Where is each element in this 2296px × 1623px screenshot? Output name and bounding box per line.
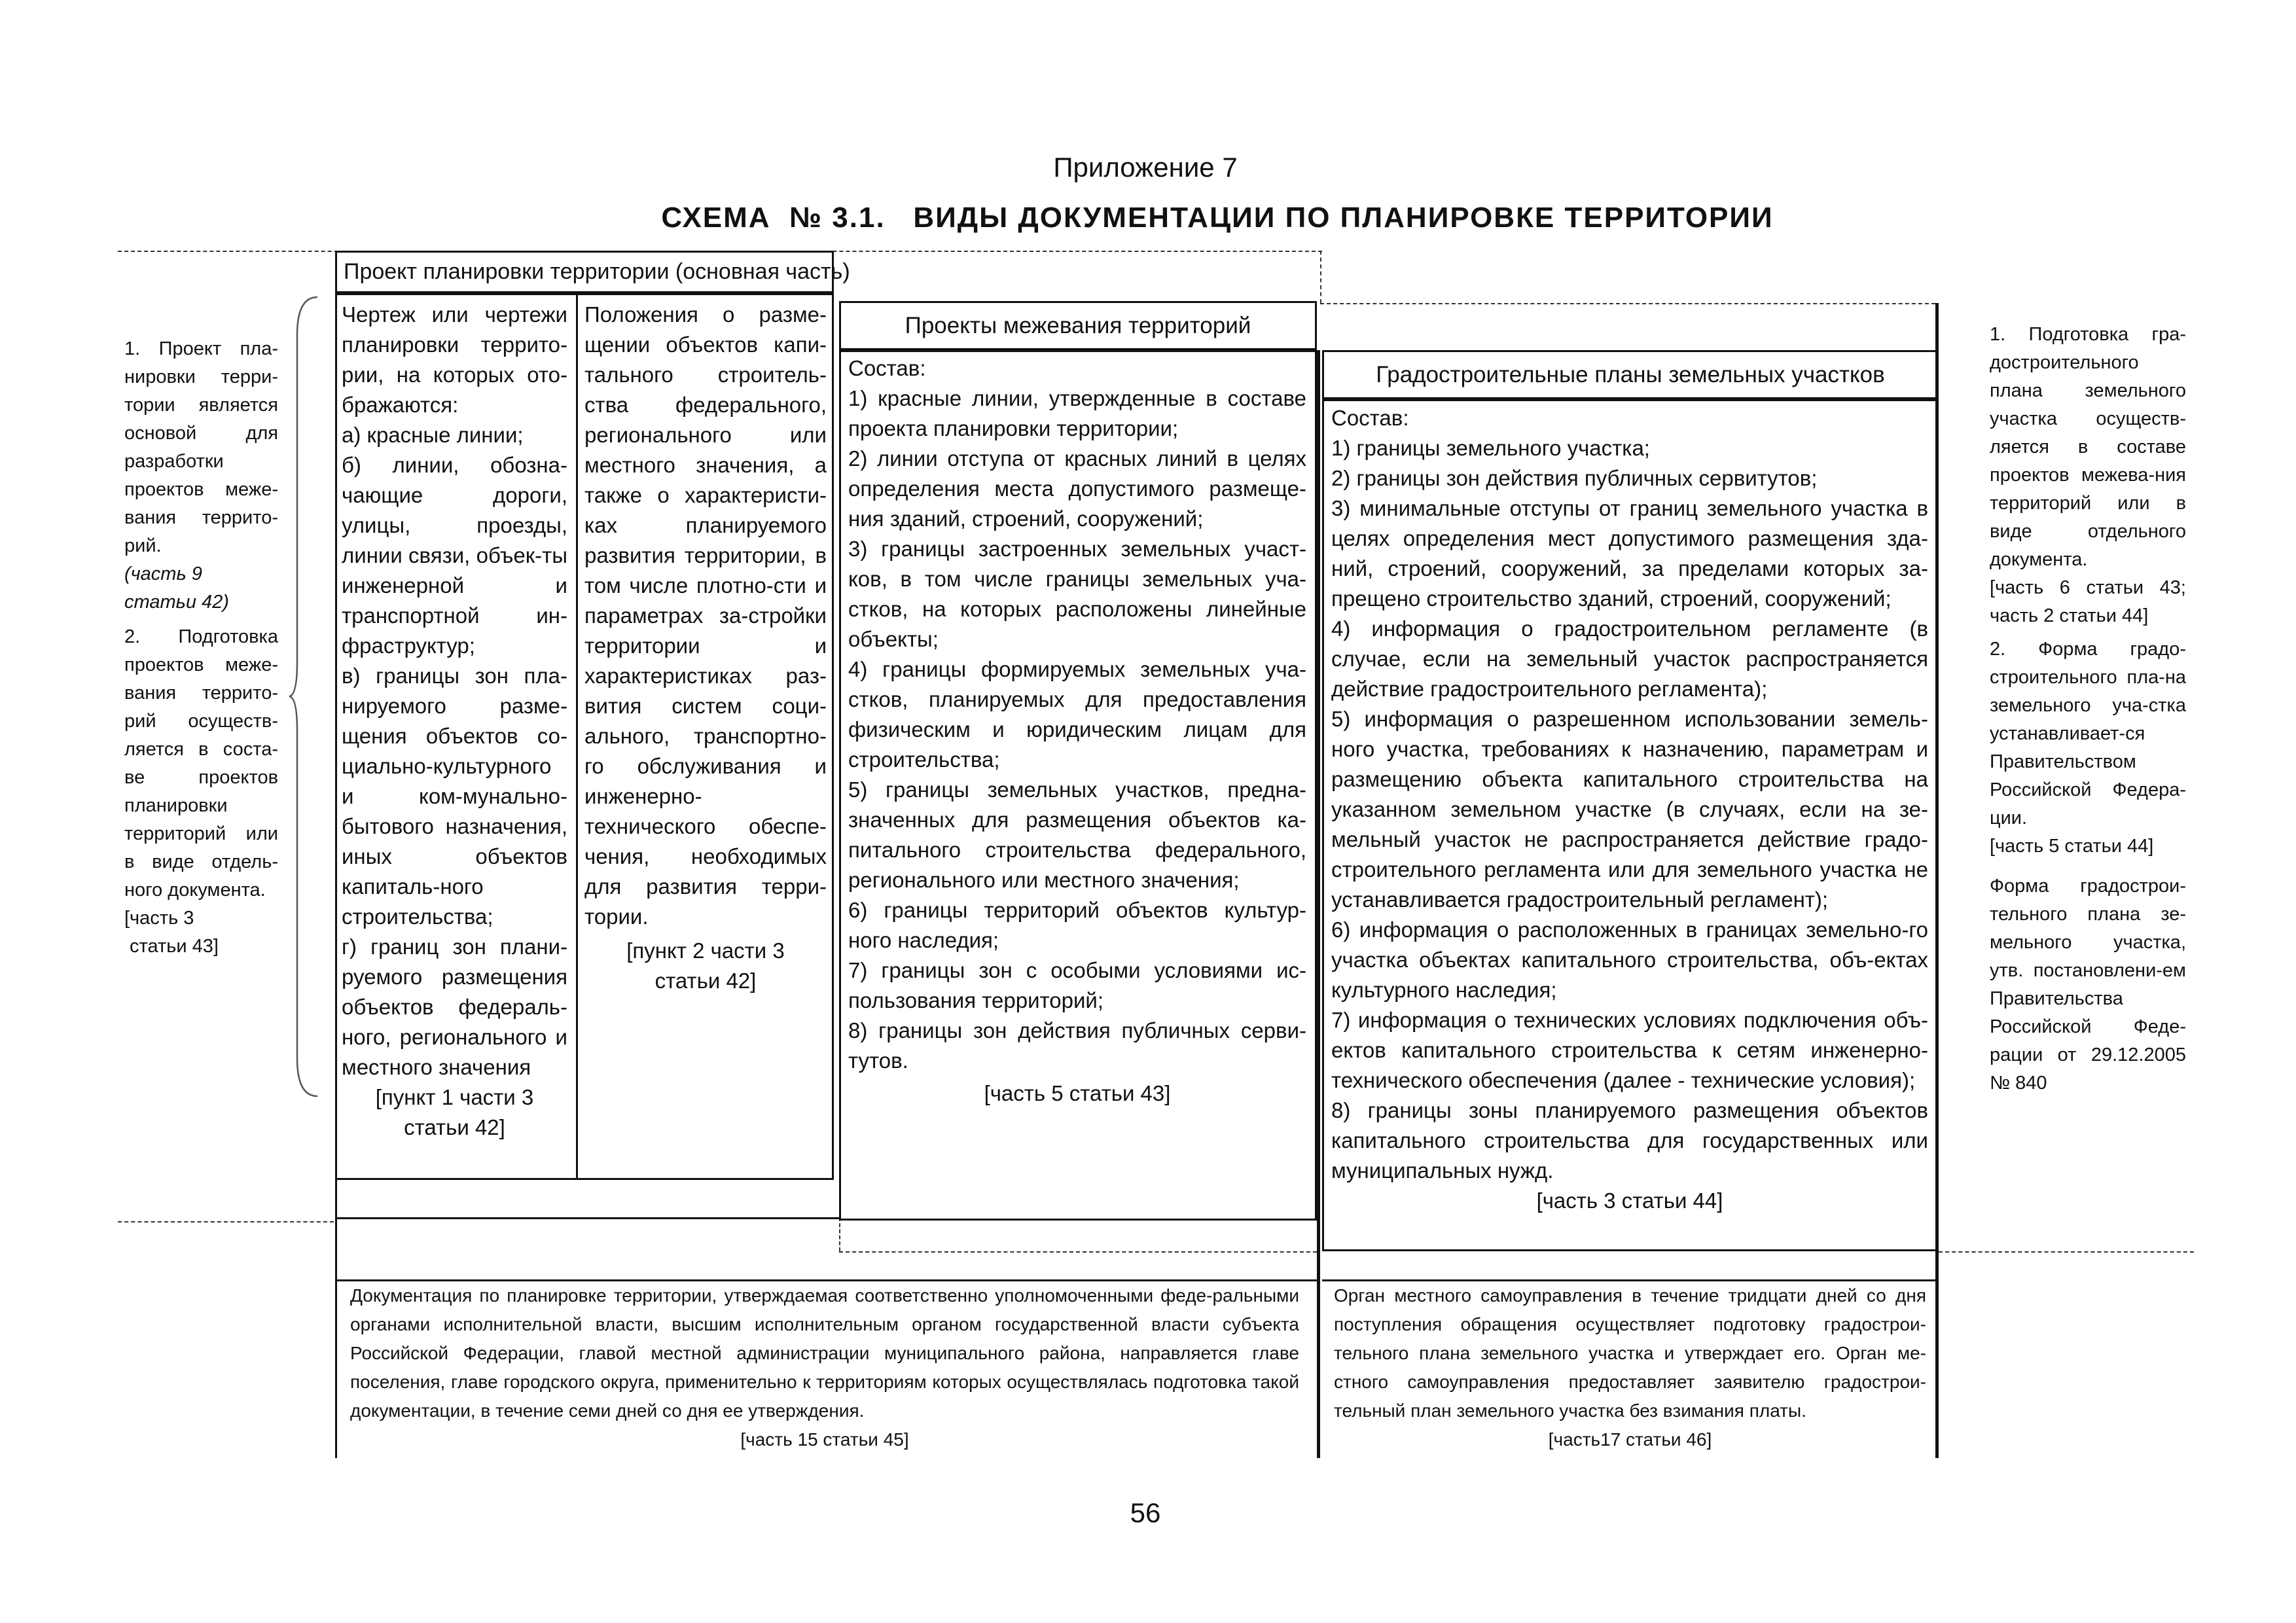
- dashed-line-top-right: [1320, 303, 1935, 304]
- gpzu-content: [1331, 403, 1928, 1216]
- gpzu-frame-right: [1935, 303, 1939, 1458]
- page-number: 56: [1130, 1497, 1161, 1528]
- planning-col1-ref-2: статьи 42]: [404, 1115, 505, 1139]
- gpzu-item-8: 8) границы зоны планируемого размещения объектов капитального строительства для государственных или муниципальных нужд.: [1331, 1098, 1928, 1183]
- right-note: [1990, 321, 2186, 1097]
- planning-header: Проект планировки территории (основная часть): [344, 259, 850, 284]
- left-note-p1-ref: (часть 9 статьи 42): [124, 563, 229, 613]
- gpzu-intro: Состав:: [1331, 406, 1409, 430]
- surveying-item-5: 5) границы земельных участков, предна-значенных для размещения объектов ка-питального строительства федерального, регионального или местного значения;: [848, 777, 1306, 892]
- surveying-item-2: 2) линии отступа от красных линий в целях определения места допустимого размеще-ния зданий, строений, сооружений;: [848, 446, 1306, 531]
- bottom-right: [1334, 1281, 1926, 1454]
- surveying-content: [848, 353, 1306, 1109]
- left-note-p1: 1. Проект пла-нировки терри-тории является основой для разработки проектов меже-вания террито-рий.: [124, 338, 278, 556]
- surveying-item-1: 1) красные линии, утвержденные в составе проекта планировки территории;: [848, 386, 1306, 440]
- gpzu-header: Градостроительные планы земельных участков: [1376, 362, 1885, 387]
- dashed-line-mid-right: [1939, 1251, 2194, 1253]
- scheme-title: СХЕМА № 3.1. ВИДЫ ДОКУМЕНТАЦИИ ПО ПЛАНИРОВКЕ ТЕРРИТОРИИ: [661, 202, 1774, 234]
- left-note: [124, 335, 278, 961]
- gpzu-item-4: 4) информация о градостроительном регламенте (в случае, если на земельный участок распространяется действие градостроительного регламента);: [1331, 616, 1928, 701]
- gpzu-item-1: 1) границы земельного участка;: [1331, 436, 1650, 460]
- surveying-intro: Состав:: [848, 356, 926, 380]
- surveying-item-3: 3) границы застроенных земельных участ-ков, в том числе границы земельных уча-стков, на которых расположены линейные объекты;: [848, 537, 1306, 651]
- gpzu-item-6: 6) информация о расположенных в границах земельно-го участка объектах капитального строительства, объ-ектах культурного наследия;: [1331, 918, 1928, 1002]
- surveying-ref: [часть 5 статьи 43]: [984, 1081, 1171, 1105]
- right-note-p2-ref: [часть 5 статьи 44]: [1990, 836, 2154, 857]
- planning-col1-intro: Чертеж или чертежи планировки террито-рии, на которых ото-бражаются:: [342, 302, 567, 417]
- planning-col2-ref-2: статьи 42]: [655, 969, 757, 993]
- planning-col2: [584, 300, 827, 996]
- left-note-p2: 2. Подготовка проектов меже-вания террито-рий осуществ-ляется в соста-ве проектов планировки территорий или в виде отдель-ного документа.: [124, 626, 278, 901]
- left-note-p2-ref-1: [часть 3: [124, 908, 194, 929]
- planning-col1-d: г) границ зон плани-руемого размещения объектов федераль-ного, регионального и местного значения: [342, 935, 567, 1079]
- surveying-header: Проекты межевания территорий: [905, 313, 1251, 338]
- planning-bottom-line: [335, 1217, 839, 1219]
- right-note-p1-ref: [часть 6 статьи 43; часть 2 статьи 44]: [1990, 577, 2186, 626]
- planning-col1-ref-1: [пункт 1 части 3: [375, 1085, 534, 1109]
- planning-col1: [342, 300, 567, 1143]
- planning-col1-c: в) границы зон пла-нируемого разме-щения объектов со-циально-культурного и ком-мунально-бытового назначения, иных объектов капиталь-ного строительства;: [342, 664, 567, 929]
- planning-col1-a: а) красные линии;: [342, 423, 524, 447]
- dashed-line-v2: [839, 1217, 840, 1251]
- planning-col-divider: [576, 293, 578, 1180]
- bottom-right-text: Орган местного самоуправления в течение тридцати дней со дня поступления обращения осуществляет подготовку градострои-тельного плана земельного участка и утверждает его. Орган ме-стного самоуправления предоставляет заявителю градострои-тельный план земельного участка без взимания платы.: [1334, 1285, 1926, 1421]
- bottom-left-ref: [часть 15 статьи 45]: [740, 1429, 909, 1450]
- surveying-item-4: 4) границы формируемых земельных уча-стков, планируемых для предоставления физическим и юридическим лицам для строительства;: [848, 657, 1306, 772]
- gpzu-item-3: 3) минимальные отступы от границ земельного участка в целях определения мест допустимого размещения зда-ний, строений, сооружений, за пределами которых за-прещено строительство зданий, строений, сооружений;: [1331, 496, 1928, 611]
- surveying-item-6: 6) границы территорий объектов культур-ного наследия;: [848, 898, 1306, 952]
- left-note-p2-ref-2: статьи 43]: [130, 936, 219, 957]
- planning-col1-b: б) линии, обозна-чающие дороги, улицы, проезды, линии связи, объек-ты инженерной и транспортной ин-фраструктур;: [342, 453, 567, 658]
- dashed-line-mid-left: [118, 1221, 334, 1222]
- planning-col2-ref-1: [пункт 2 части 3: [626, 938, 785, 963]
- gpzu-item-2: 2) границы зон действия публичных сервитутов;: [1331, 466, 1818, 490]
- bottom-right-ref: [часть17 статьи 46]: [1548, 1429, 1712, 1450]
- dashed-line-mid-center: [839, 1251, 1317, 1253]
- bottom-left: [350, 1281, 1299, 1454]
- right-note-p2: 2. Форма градо-строительного пла-на земельного уча-стка устанавливает-ся Правительством Российской Федера-ции.: [1990, 639, 2186, 829]
- gpzu-item-7: 7) информация о технических условиях подключения объ-ектов капитального строительства к сетям инженерно-технического обеспечения (далее - технические условия);: [1331, 1008, 1928, 1092]
- surveying-item-8: 8) границы зон действия публичных серви-тутов.: [848, 1018, 1306, 1073]
- bottom-left-text: Документация по планировке территории, утверждаемая соответственно уполномоченными феде-ральными органами исполнительной власти, высшим исполнительным органом государственной власти субъекта Российской Федерации, главой местной администрации муниципального района, направляется главе поселения, главе городского округа, применительно к территориям которых осуществлялась подготовка такой документации, в течение семи дней со дня ее утверждения.: [350, 1285, 1299, 1421]
- surveying-item-7: 7) границы зон с особыми условиями ис-пользования территорий;: [848, 958, 1306, 1012]
- right-note-p3: Форма градострои-тельного плана зе-мельного участка, утв. постановлени-ем Правительства Российской Феде-рации от 29.12.2005 № 840: [1990, 876, 2186, 1094]
- appendix-label: Приложение 7: [1053, 152, 1238, 183]
- right-note-p1: 1. Подготовка гра-достроительного плана земельного участка осуществ-ляется в составе проектов межева-ния территорий или в виде отдельного документа.: [1990, 324, 2186, 570]
- gpzu-item-5: 5) информация о разрешенном использовании земель-ного участка, требованиях к назначению, параметрам и размещению объекта капитального строительства на указанном земельном участке (в случаях, если на зе-мельный участок не распространяется действие градо-строительного регламента или для земельного участка не устанавливается градостроительный регламент);: [1331, 707, 1928, 912]
- left-brace-icon: [288, 296, 321, 1097]
- bottom-left-divider: [1317, 1279, 1320, 1458]
- planning-col2-text: Положения о разме-щении объектов капи-тального строитель-ства федерального, регионального или местного значения, а также о характеристи-ках планируемого развития территории, в том числе плотно-сти и параметрах за-стройки территории и характеристиках раз-вития систем соци-ального, транспортно-го обслуживания и инженерно-технического обеспе-чения, необходимых для развития терри-тории.: [584, 302, 827, 929]
- dashed-line-v1: [1320, 251, 1321, 303]
- gpzu-ref: [часть 3 статьи 44]: [1536, 1188, 1723, 1213]
